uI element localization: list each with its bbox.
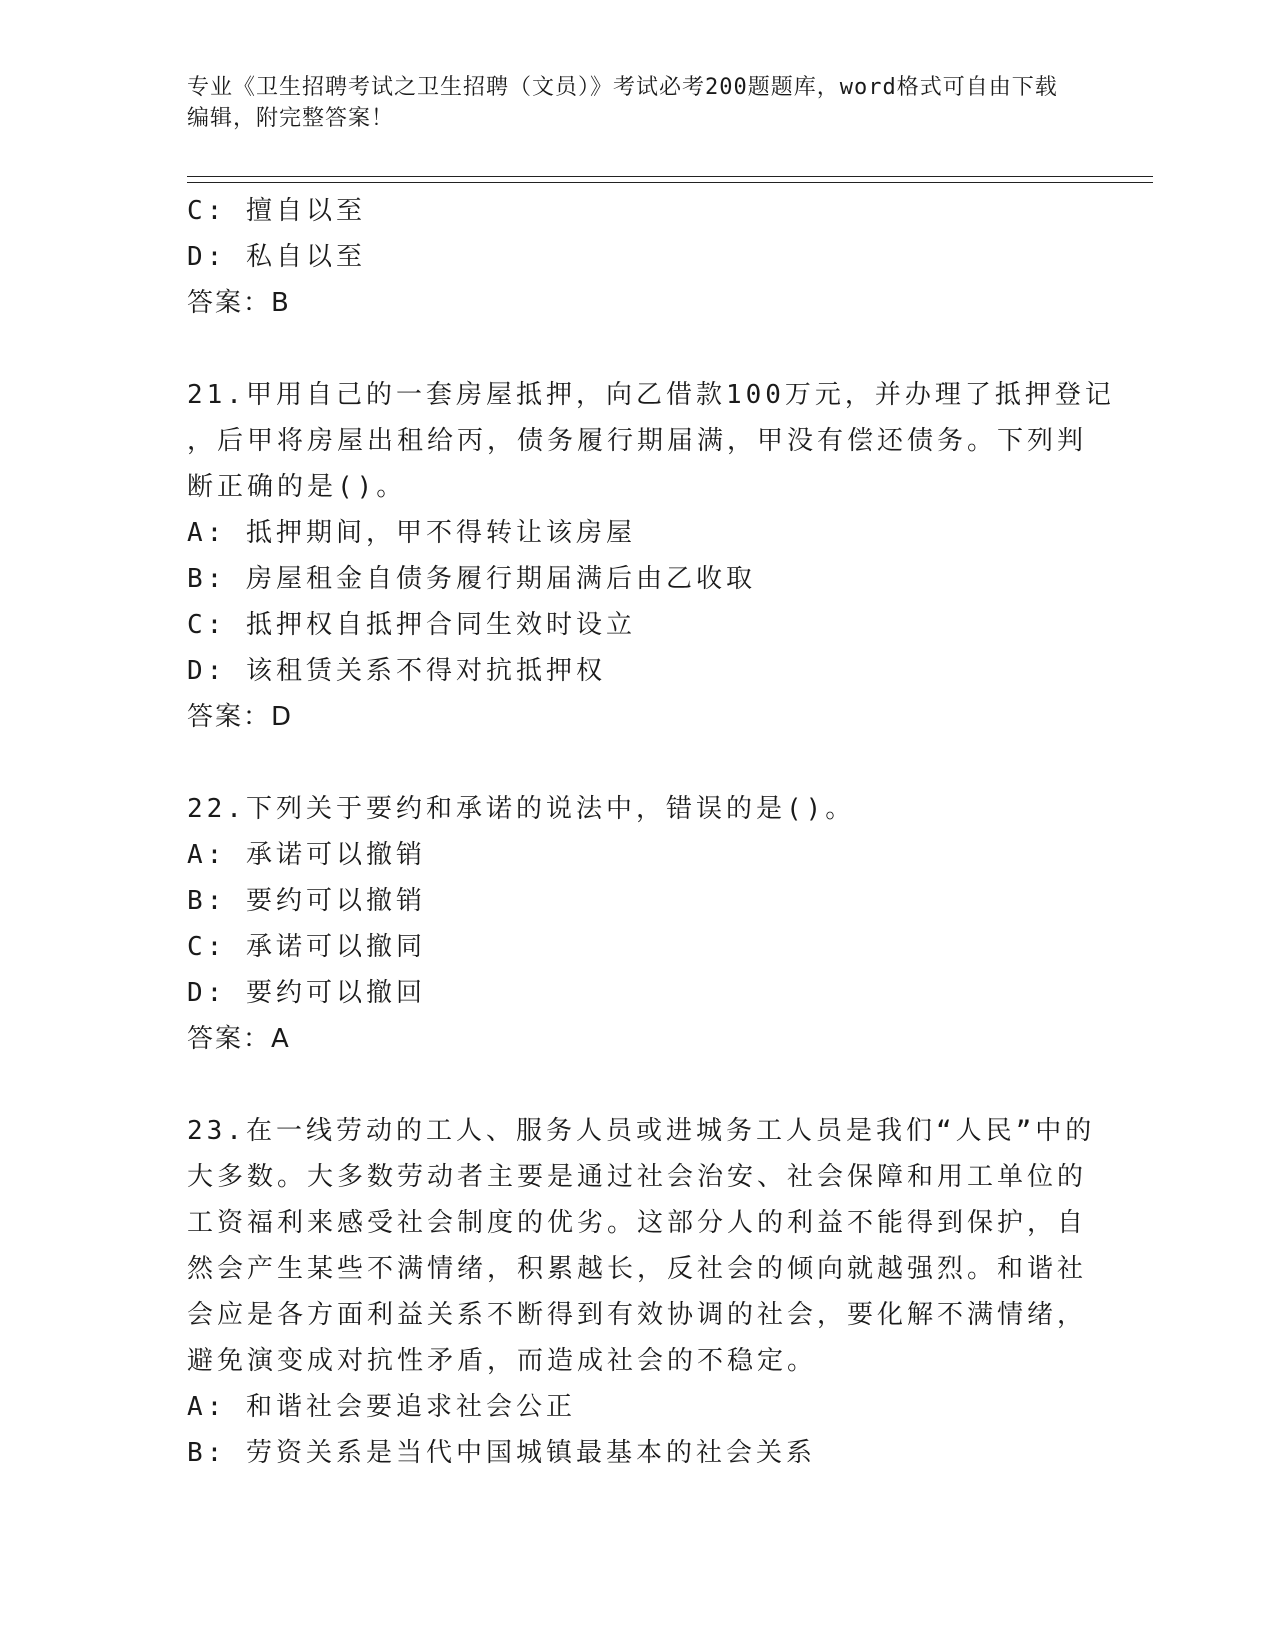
- header-divider-bottom: [187, 182, 1153, 183]
- question-21: [187, 372, 1115, 740]
- option-d: D: 该租赁关系不得对抗抵押权: [187, 656, 606, 686]
- spacer: [187, 326, 1087, 372]
- question-text-line: 23.在一线劳动的工人、服务人员或进城务工人员是我们“人民”中的: [187, 1116, 1096, 1146]
- question-text-line: 会应是各方面利益关系不断得到有效协调的社会，要化解不满情绪，: [187, 1300, 1088, 1330]
- option-c: C: 抵押权自抵押合同生效时设立: [187, 610, 636, 640]
- question-22: [187, 786, 1087, 1062]
- question-text-line: 大多数。大多数劳动者主要是通过社会治安、社会保障和用工单位的: [187, 1162, 1088, 1192]
- answer-line: 答案：A: [187, 1024, 291, 1054]
- answer-line: 答案：B: [187, 288, 291, 318]
- option-b: B: 要约可以撤销: [187, 886, 426, 916]
- option-c: C: 承诺可以撤同: [187, 932, 426, 962]
- header-divider-top: [187, 176, 1153, 177]
- question-text-line: 然会产生某些不满情绪，积累越长，反社会的倾向就越强烈。和谐社: [187, 1254, 1088, 1284]
- option-a: A: 抵押期间，甲不得转让该房屋: [187, 518, 636, 548]
- spacer: [187, 1062, 1087, 1108]
- document-header: [187, 72, 1067, 134]
- option-b: B: 房屋租金自债务履行期届满后由乙收取: [187, 564, 756, 594]
- question-content: [187, 188, 1115, 1476]
- question-text-line: 22.下列关于要约和承诺的说法中，错误的是()。: [187, 794, 856, 824]
- option-d: D: 私自以至: [187, 242, 366, 272]
- question-text-line: 21.甲用自己的一套房屋抵押，向乙借款100万元，并办理了抵押登记: [187, 380, 1115, 410]
- question-text-line: ，后甲将房屋出租给丙，债务履行期届满，甲没有偿还债务。下列判: [187, 426, 1088, 456]
- option-b: B: 劳资关系是当代中国城镇最基本的社会关系: [187, 1438, 816, 1468]
- option-c: C: 擅自以至: [187, 196, 366, 226]
- spacer: [187, 740, 1087, 786]
- question-text-line: 避免演变成对抗性矛盾，而造成社会的不稳定。: [187, 1346, 818, 1376]
- question-23: [187, 1108, 1096, 1476]
- header-title: 专业《卫生招聘考试之卫生招聘（文员）》考试必考200题题库，word格式可自由下载编辑，附完整答案！: [187, 75, 1058, 131]
- answer-line: 答案：D: [187, 702, 294, 732]
- option-a: A: 承诺可以撤销: [187, 840, 426, 870]
- question-text-line: 断正确的是()。: [187, 472, 407, 502]
- option-a: A: 和谐社会要追求社会公正: [187, 1392, 576, 1422]
- question-text-line: 工资福利来感受社会制度的优劣。这部分人的利益不能得到保护，自: [187, 1208, 1088, 1238]
- option-d: D: 要约可以撤回: [187, 978, 426, 1008]
